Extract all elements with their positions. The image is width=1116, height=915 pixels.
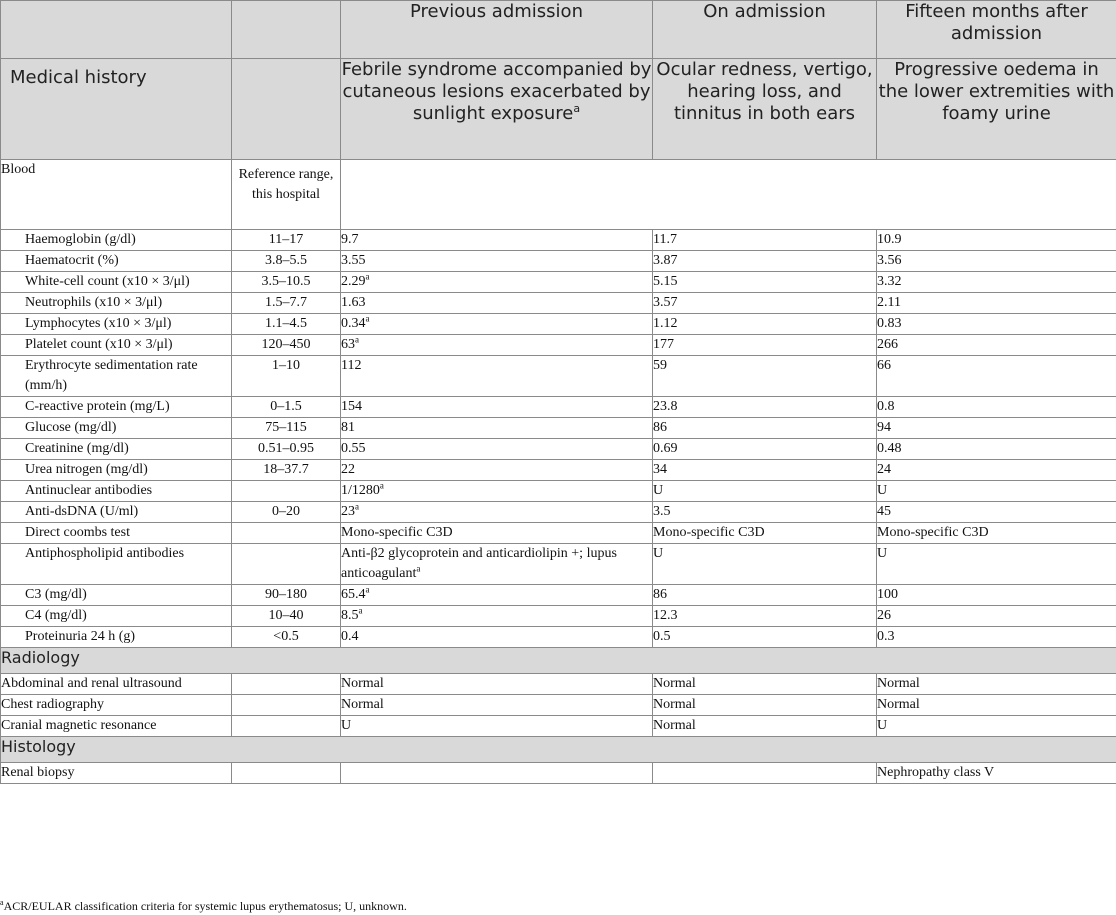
row-label: Direct coombs test <box>1 523 232 544</box>
cell-value: 3.87 <box>653 253 678 268</box>
header-empty-cell <box>232 1 341 59</box>
cell-value: 11.7 <box>653 232 677 247</box>
value-previous-admission: Normal <box>341 674 653 695</box>
value-on-admission: Normal <box>653 716 877 737</box>
value-on-admission <box>653 418 877 439</box>
table-row <box>1 502 1116 523</box>
cell-value: U <box>653 546 664 561</box>
cell-value: 1.63 <box>341 295 366 310</box>
medical-history-previous <box>341 59 653 160</box>
cell-value: Mono-specific C3D <box>653 525 765 540</box>
row-label: Haematocrit (%) <box>1 251 232 272</box>
cell-value: 24 <box>877 462 891 477</box>
footnote-marker: a <box>358 605 363 616</box>
value-fifteen-months <box>877 272 1116 293</box>
cell-value: 177 <box>653 337 674 352</box>
cell-value: 86 <box>653 587 667 602</box>
value-previous-admission <box>341 335 653 356</box>
row-label: Chest radiography <box>1 695 232 716</box>
reference-range <box>232 523 341 544</box>
value-on-admission <box>653 502 877 523</box>
value-on-admission <box>653 230 877 251</box>
value-fifteen-months: U <box>877 716 1116 737</box>
histology-section-label: Histology <box>1 737 1116 763</box>
medical-history-label: Medical history <box>1 59 232 160</box>
reference-range: 11–17 <box>232 230 341 251</box>
blood-section-label: Blood <box>1 160 232 230</box>
value-on-admission <box>653 606 877 627</box>
cell-value: 45 <box>877 504 891 519</box>
reference-range: 3.5–10.5 <box>232 272 341 293</box>
row-label: Platelet count (x10 × 3/μl) <box>1 335 232 356</box>
header-previous-admission: Previous admission <box>341 1 653 59</box>
table-row <box>1 397 1116 418</box>
table-row <box>1 356 1116 397</box>
radiology-section-label: Radiology <box>1 648 1116 674</box>
value-on-admission <box>653 251 877 272</box>
value-previous-admission <box>341 251 653 272</box>
row-label: Antiphospholipid antibodies <box>1 544 232 585</box>
footnote-marker: a <box>416 563 421 574</box>
cell-value: 2.11 <box>877 295 901 310</box>
column-header-row <box>1 1 1116 59</box>
reference-range: 18–37.7 <box>232 460 341 481</box>
cell-value: 5.15 <box>653 274 678 289</box>
cell-value: 0.48 <box>877 441 902 456</box>
cell-value: 10.9 <box>877 232 902 247</box>
value-previous-admission <box>341 523 653 544</box>
cell-value: U <box>877 546 888 561</box>
cell-value: 63 <box>341 337 355 352</box>
cell-value: 66 <box>877 358 891 373</box>
cell-value: 266 <box>877 337 898 352</box>
value-on-admission <box>653 439 877 460</box>
reference-range <box>232 481 341 502</box>
value-previous-admission <box>341 544 653 585</box>
cell-value: 26 <box>877 608 891 623</box>
value-fifteen-months <box>877 439 1116 460</box>
cell-value: 0.83 <box>877 316 902 331</box>
table-row <box>1 272 1116 293</box>
table-row <box>1 230 1116 251</box>
cell-value: 0.4 <box>341 629 359 644</box>
reference-range: 1–10 <box>232 356 341 397</box>
table-row <box>1 627 1116 648</box>
value-previous-admission <box>341 627 653 648</box>
medical-history-on-admission <box>653 59 877 160</box>
cell-value: 3.32 <box>877 274 902 289</box>
cell-value: 86 <box>653 420 667 435</box>
cell-value: U <box>877 483 888 498</box>
row-label: Abdominal and renal ultrasound <box>1 674 232 695</box>
cell-value: 1.12 <box>653 316 678 331</box>
cell-value: 100 <box>877 587 898 602</box>
reference-range <box>232 695 341 716</box>
table-row <box>1 251 1116 272</box>
value-fifteen-months <box>877 397 1116 418</box>
value-previous-admission <box>341 460 653 481</box>
value-fifteen-months <box>877 481 1116 502</box>
footnote-marker: a <box>379 480 384 491</box>
table-row <box>1 418 1116 439</box>
value-fifteen-months: Normal <box>877 695 1116 716</box>
row-label: Haemoglobin (g/dl) <box>1 230 232 251</box>
reference-range: 0–20 <box>232 502 341 523</box>
table-row <box>1 763 1116 784</box>
table-row <box>1 585 1116 606</box>
table-row <box>1 481 1116 502</box>
cell-value: 8.5 <box>341 608 359 623</box>
value-on-admission <box>653 314 877 335</box>
cell-value: 0.69 <box>653 441 678 456</box>
reference-range: 3.8–5.5 <box>232 251 341 272</box>
value-previous-admission <box>341 502 653 523</box>
cell-value: 0.34 <box>341 316 366 331</box>
row-label: Creatinine (mg/dl) <box>1 439 232 460</box>
value-previous-admission <box>341 439 653 460</box>
cell-value: 3.57 <box>653 295 678 310</box>
medical-history-text: Progressive oedema in the lower extremities with foamy urine <box>878 59 1115 124</box>
reference-range: 1.5–7.7 <box>232 293 341 314</box>
header-empty-cell <box>232 59 341 160</box>
cell-value: 34 <box>653 462 667 477</box>
cell-value: 9.7 <box>341 232 359 247</box>
cell-value: 3.55 <box>341 253 366 268</box>
reference-range: 1.1–4.5 <box>232 314 341 335</box>
cell-value: 112 <box>341 358 362 373</box>
footnote-marker: a <box>365 313 370 324</box>
value-on-admission <box>653 481 877 502</box>
row-label: Antinuclear antibodies <box>1 481 232 502</box>
footnote-marker: a <box>365 584 370 595</box>
value-fifteen-months <box>877 544 1116 585</box>
reference-range: 90–180 <box>232 585 341 606</box>
histology-section-row <box>1 737 1116 763</box>
value-previous-admission <box>341 397 653 418</box>
value-previous-admission <box>341 606 653 627</box>
row-label: Renal biopsy <box>1 763 232 784</box>
row-label: C3 (mg/dl) <box>1 585 232 606</box>
value-previous-admission <box>341 314 653 335</box>
value-fifteen-months <box>877 230 1116 251</box>
value-previous-admission: U <box>341 716 653 737</box>
radiology-section-row <box>1 648 1116 674</box>
value-fifteen-months <box>877 356 1116 397</box>
cell-value: 23 <box>341 504 355 519</box>
cell-value: 23.8 <box>653 399 678 414</box>
header-fifteen-months: Fifteen months after admission <box>877 1 1116 59</box>
value-on-admission: Normal <box>653 674 877 695</box>
cell-value: 59 <box>653 358 667 373</box>
medical-history-text: Ocular redness, vertigo, hearing loss, and tinnitus in both ears <box>656 59 873 124</box>
table-row <box>1 695 1116 716</box>
value-previous-admission <box>341 481 653 502</box>
row-label: White-cell count (x10 × 3/μl) <box>1 272 232 293</box>
value-on-admission <box>653 523 877 544</box>
value-previous-admission <box>341 585 653 606</box>
value-fifteen-months <box>877 460 1116 481</box>
cell-value: 1/1280 <box>341 483 380 498</box>
value-fifteen-months <box>877 502 1116 523</box>
cell-value: 0.8 <box>877 399 895 414</box>
cell-value: 0.5 <box>653 629 671 644</box>
medical-history-fifteen-months <box>877 59 1116 160</box>
reference-range: 0.51–0.95 <box>232 439 341 460</box>
cell-value: Mono-specific C3D <box>877 525 989 540</box>
cell-value: Mono-specific C3D <box>341 525 453 540</box>
reference-range: 75–115 <box>232 418 341 439</box>
value-previous-admission <box>341 293 653 314</box>
medical-history-row <box>1 59 1116 160</box>
table-row <box>1 460 1116 481</box>
reference-range: <0.5 <box>232 627 341 648</box>
footnote-marker: a <box>573 102 581 115</box>
value-previous-admission <box>341 763 653 784</box>
value-fifteen-months: Normal <box>877 674 1116 695</box>
value-previous-admission <box>341 272 653 293</box>
footnote <box>0 899 407 914</box>
cell-value: Anti-β2 glycoprotein and anticardiolipin +; lupus anticoagulant <box>341 546 617 581</box>
row-label: Cranial magnetic resonance <box>1 716 232 737</box>
value-fifteen-months <box>877 627 1116 648</box>
reference-range: 120–450 <box>232 335 341 356</box>
row-label: Glucose (mg/dl) <box>1 418 232 439</box>
value-on-admission <box>653 272 877 293</box>
value-fifteen-months <box>877 293 1116 314</box>
value-on-admission <box>653 544 877 585</box>
value-previous-admission <box>341 356 653 397</box>
cell-value: 65.4 <box>341 587 366 602</box>
value-on-admission <box>653 585 877 606</box>
row-label: C-reactive protein (mg/L) <box>1 397 232 418</box>
value-fifteen-months <box>877 418 1116 439</box>
header-empty-cell <box>1 1 232 59</box>
value-on-admission <box>653 460 877 481</box>
table-row <box>1 544 1116 585</box>
value-on-admission <box>653 335 877 356</box>
cell-value: 0.3 <box>877 629 895 644</box>
value-fifteen-months <box>877 251 1116 272</box>
table-row <box>1 606 1116 627</box>
row-label: Anti-dsDNA (U/ml) <box>1 502 232 523</box>
blood-header-empty <box>341 160 1116 230</box>
header-on-admission: On admission <box>653 1 877 59</box>
cell-value: 3.5 <box>653 504 671 519</box>
row-label: Urea nitrogen (mg/dl) <box>1 460 232 481</box>
cell-value: 81 <box>341 420 355 435</box>
value-on-admission <box>653 397 877 418</box>
table-row <box>1 335 1116 356</box>
reference-range: 10–40 <box>232 606 341 627</box>
footnote-marker: a <box>0 898 4 907</box>
row-label: Lymphocytes (x10 × 3/μl) <box>1 314 232 335</box>
footnote-text: ACR/EULAR classification criteria for systemic lupus erythematosus; U, unknown. <box>3 899 407 913</box>
reference-range: 0–1.5 <box>232 397 341 418</box>
value-fifteen-months <box>877 606 1116 627</box>
value-fifteen-months <box>877 523 1116 544</box>
value-on-admission <box>653 293 877 314</box>
cell-value: 12.3 <box>653 608 678 623</box>
row-label: Erythrocyte sedimentation rate (mm/h) <box>1 356 232 397</box>
table-row <box>1 314 1116 335</box>
value-fifteen-months <box>877 314 1116 335</box>
reference-range-header: Reference range, this hospital <box>232 160 341 230</box>
table-row <box>1 293 1116 314</box>
value-fifteen-months: Nephropathy class V <box>877 763 1116 784</box>
table-row <box>1 674 1116 695</box>
footnote-marker: a <box>355 501 359 512</box>
cell-value: 94 <box>877 420 891 435</box>
table-row <box>1 523 1116 544</box>
row-label: Proteinuria 24 h (g) <box>1 627 232 648</box>
value-previous-admission <box>341 418 653 439</box>
table-row <box>1 439 1116 460</box>
cell-value: 0.55 <box>341 441 366 456</box>
cell-value: 154 <box>341 399 362 414</box>
reference-range <box>232 763 341 784</box>
value-previous-admission <box>341 230 653 251</box>
row-label: Neutrophils (x10 × 3/μl) <box>1 293 232 314</box>
footnote-marker: a <box>365 271 370 282</box>
value-on-admission: Normal <box>653 695 877 716</box>
value-fifteen-months <box>877 335 1116 356</box>
blood-section-row <box>1 160 1116 230</box>
reference-range <box>232 716 341 737</box>
table-row <box>1 716 1116 737</box>
value-previous-admission: Normal <box>341 695 653 716</box>
value-on-admission <box>653 627 877 648</box>
value-on-admission <box>653 763 877 784</box>
value-on-admission <box>653 356 877 397</box>
cell-value: 3.56 <box>877 253 902 268</box>
reference-range <box>232 544 341 585</box>
cell-value: 2.29 <box>341 274 366 289</box>
reference-range <box>232 674 341 695</box>
row-label: C4 (mg/dl) <box>1 606 232 627</box>
value-fifteen-months <box>877 585 1116 606</box>
cell-value: U <box>653 483 664 498</box>
medical-history-text: Febrile syndrome accompanied by cutaneous lesions exacerbated by sunlight exposure <box>341 59 652 124</box>
cell-value: 22 <box>341 462 355 477</box>
footnote-marker: a <box>355 334 359 345</box>
